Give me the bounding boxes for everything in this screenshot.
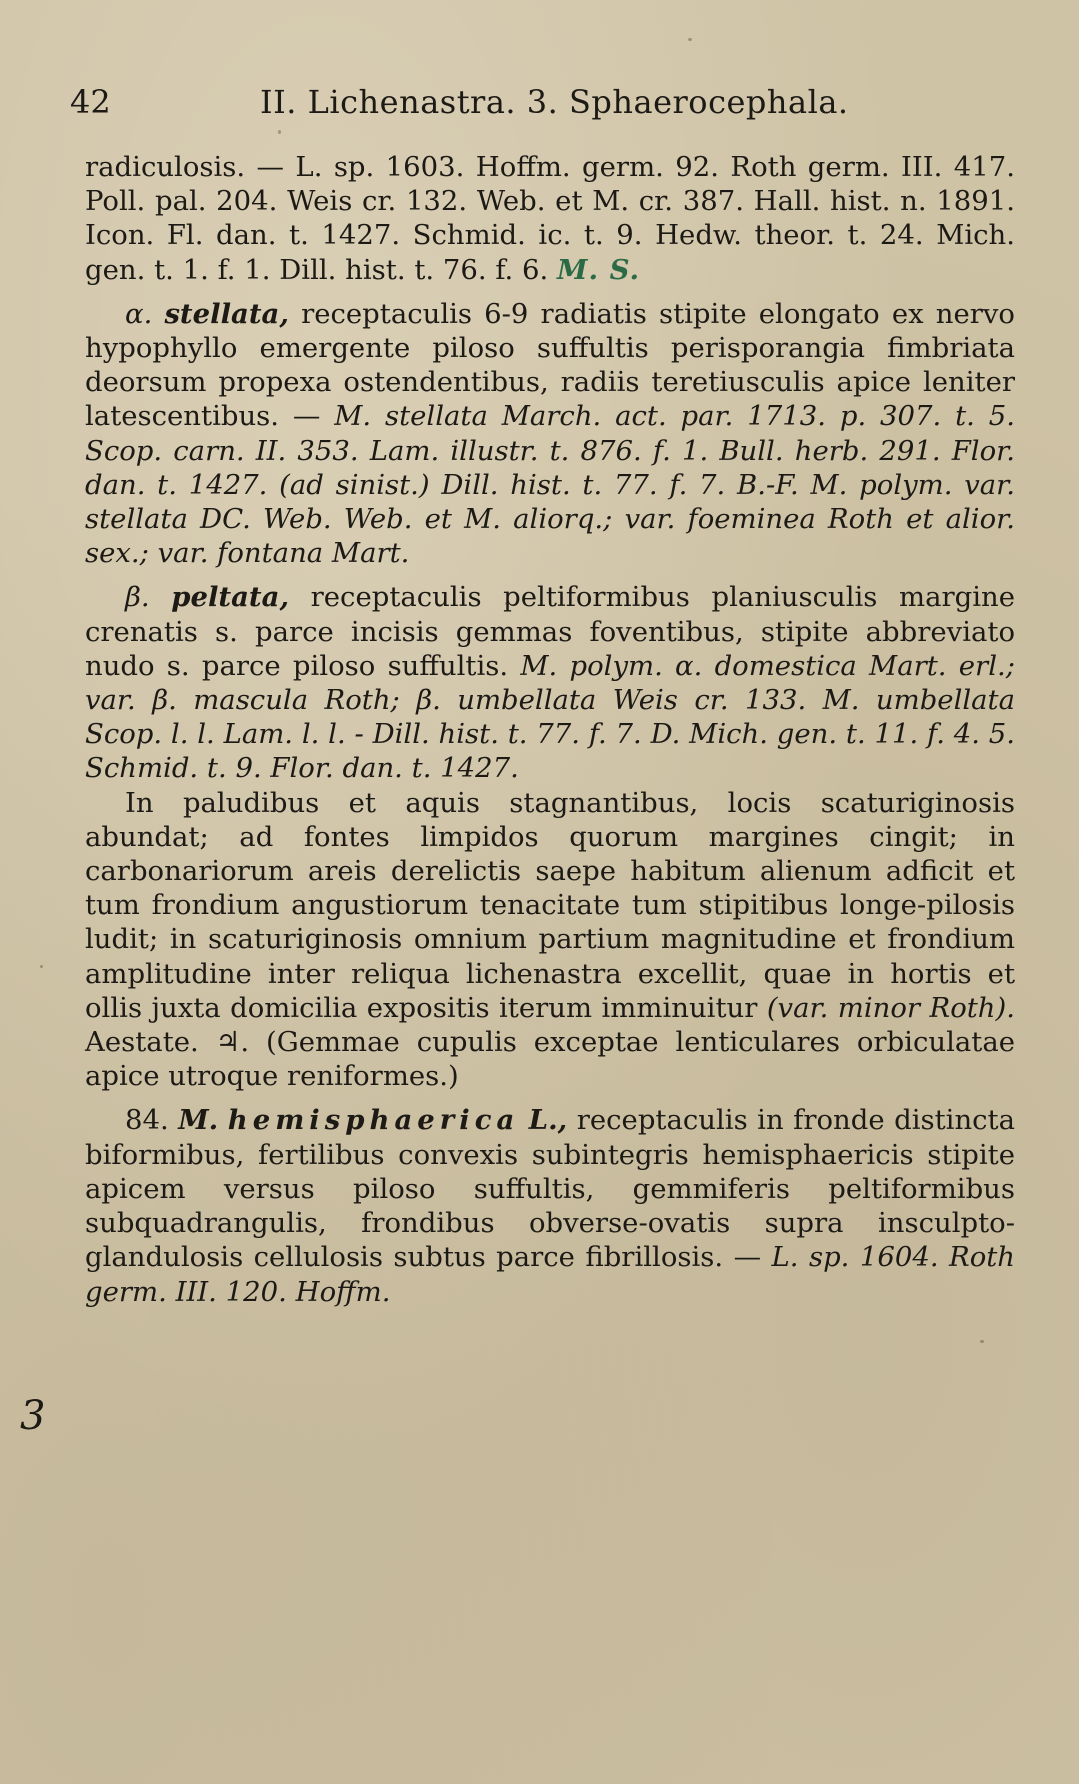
variety-alpha [85, 297, 1015, 571]
species-number: 84. [125, 1104, 169, 1137]
species-author: L., [528, 1104, 568, 1137]
paper-speck [278, 130, 281, 134]
alpha-description: receptaculis 6-9 radiatis stipite elongato ex nervo hypophyllo emergente piloso suffultis perisporangia fimbriata deorsum propexa ostendentibus, radiis teretiusculis apice leniter latescentibus. — [85, 297, 1015, 433]
beta-references: M. polym. α. domestica Mart. erl.; var. β. mascula Roth; β. umbellata Weis cr. 133. M. umbellata Scop. l. l. Lam. l. l. - Dill. hist. t. 77. f. 7. D. Mich. gen. t. 11. f. 4. 5. Schmid. t. 9. Flor. dan. t. 1427. [85, 649, 1015, 785]
habitat-paragraph [85, 786, 1015, 1094]
species-genus: M. [178, 1104, 219, 1137]
beta-description: receptaculis peltiformibus planiusculis margine crenatis s. parce incisis gemmas foventibus, stipite abbreviato nudo s. parce piloso suffultis. [85, 581, 1015, 682]
text-body [85, 150, 1015, 1309]
running-title: II. Lichenastra. 3. Sphaerocephala. [260, 83, 849, 121]
cont-refs-text: radiculosis. — L. sp. 1603. Hoffm. germ. 92. Roth germ. III. 417. Poll. pal. 204. Weis cr. 132. Web. et M. cr. 387. Hall. hist. n. 1891. Icon. Fl. dan. t. 1427. Schmid. ic. t. 9. Hedw. theor. t. 24. Mich. gen. t. 1. f. 1. Dill. hist. t. 76. f. 6. [85, 151, 1015, 286]
alpha-letter: α. [125, 297, 153, 330]
alpha-name: stellata, [164, 297, 289, 330]
paper-speck [688, 38, 692, 41]
library-stamp: M. S. [557, 253, 641, 286]
species-references: L. sp. 1604. Roth germ. III. 120. Hoffm. [85, 1241, 1016, 1308]
species-description: receptaculis in fronde distincta biformibus, fertilibus convexis subintegris hemisphaericis stipite apicem versus piloso suffultis, gemmiferis peltiformibus subquadrangulis, frondibus obverse-ovatis supra insculpto-glandulosis cellulosis subtus parce fibrillosis. — [85, 1104, 1016, 1274]
beta-name: peltata, [171, 581, 290, 614]
margin-annotation: 3 [20, 1393, 46, 1439]
paper-speck [40, 965, 43, 968]
paper-speck [505, 602, 508, 605]
variety-beta [85, 580, 1015, 785]
habitat-variety: (var. minor Roth). [766, 991, 1015, 1024]
species-epithet: hemisphaerica [227, 1104, 520, 1137]
species-entry [85, 1103, 1015, 1308]
page-header [70, 80, 1010, 124]
alpha-references: M. stellata March. act. par. 1713. p. 307. t. 5. Scop. carn. II. 353. Lam. illustr. t. 876. f. 1. Bull. herb. 291. Flor. dan. t. 1427. (ad sinist.) Dill. hist. t. 77. f. 7. B.-F. M. polym. var. stellata DC. Web. Web. et M. aliorq.; var. foeminea Roth et alior. sex.; var. fontana Mart. [85, 400, 1015, 570]
beta-letter: β. [125, 581, 150, 614]
paper-speck [980, 1340, 984, 1343]
habitat-text: In paludibus et aquis stagnantibus, locis scaturiginosis abundat; ad fontes limpidos quorum margines cingit; in carbonariorum areis derelictis saepe habitum alienum adficit et tum frondium angustiorum tenacitate tum stipitibus longe-pilosis ludit; in scaturiginosis omnium partium magnitudine et frondium amplitudine inter reliqua lichenastra excellit, quae in hortis et ollis juxta domicilia expositis iterum imminuitur [85, 786, 1015, 1024]
habitat-season: Aestate. ♃. (Gemmae cupulis exceptae lenticulares orbiculatae apice utroque reniformes.) [85, 1026, 1015, 1093]
page-number: 42 [70, 83, 111, 121]
continued-references [85, 150, 1015, 287]
